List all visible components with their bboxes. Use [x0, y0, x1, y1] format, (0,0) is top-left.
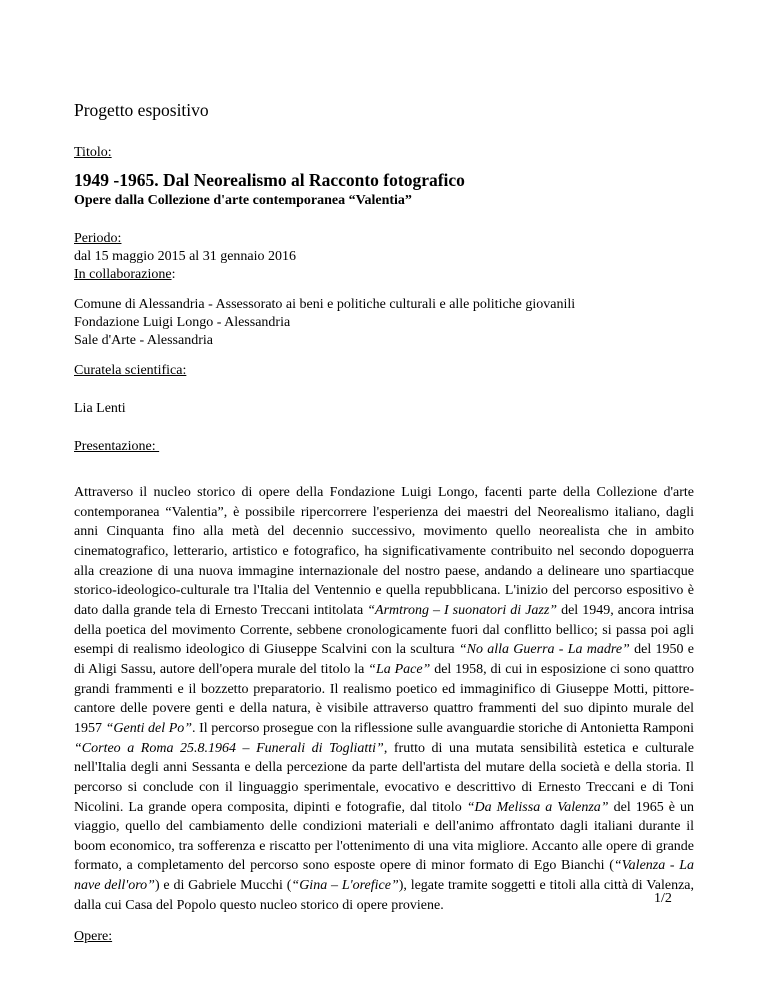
document-heading: Progetto espositivo — [74, 100, 209, 120]
collaboration-label: In collaborazione — [74, 267, 172, 282]
presentation-text-run: ), legate tramite soggetti e titoli alla città di Valenza, dalla cui Casa del Popolo questo nucleo storico di opere proviene. — [74, 878, 695, 913]
collaboration-colon: : — [171, 267, 176, 282]
presentation-label: Presentazione: — [74, 439, 160, 454]
presentation-text-run: Attraverso il nucleo storico di opere della Fondazione Luigi Longo, facenti parte della Collezione d'arte contemporanea “Valentia”, è possibile ripercorrere l'esperienza dei maestri del Neorealismo italiano, dagli anni Cinquanta fino alla metà del decennio successivo, movimento quello neorealista che in ambito cinematografico, letterario, artistico e fotografico, ha significativamente contribuito nel secondo dopoguerra alla creazione di una nuova immagine internazionale del nostro paese, andando a delineare uno spartiacque storico-ideologico-culturale tra l'Italia del Ventennio e quella repubblicana. L'inizio del percorso espositivo è dato dalla grande tela di Ernesto Treccani intitolata — [74, 485, 694, 618]
collaborator-item: Comune di Alessandria - Assessorato ai beni e politiche culturali e alle politiche giovanili — [74, 297, 576, 312]
title-label: Titolo: — [74, 145, 112, 160]
artwork-title: “Gina – L'orefice” — [291, 878, 399, 894]
collaborator-item: Fondazione Luigi Longo - Alessandria — [74, 315, 291, 330]
period-value: dal 15 maggio 2015 al 31 gennaio 2016 — [74, 249, 297, 264]
presentation-text-run: ) e di Gabriele Mucchi ( — [154, 878, 292, 894]
artwork-title: “La Pace” — [368, 661, 431, 677]
presentation-text-run: del 1949, ancora intrisa della poetica del movimento Corrente, sebbene cronologicamente fuori dal conflitto bellico; si passa poi agli esempi di realismo ideologico di Giuseppe Scalvini con la scultura — [74, 602, 694, 658]
exhibition-subtitle: Opere dalla Collezione d'arte contemporanea “Valentia” — [74, 193, 412, 208]
works-label: Opere: — [74, 929, 113, 944]
artwork-title: “Da Melissa a Valenza” — [466, 799, 609, 815]
artwork-title: “No alla Guerra - La madre” — [458, 642, 630, 658]
curator-label: Curatela scientifica: — [74, 363, 187, 378]
page-number: 1/2 — [654, 891, 672, 906]
artwork-title: “Valenza - La nave dell'oro” — [74, 858, 694, 894]
curator-name: Lia Lenti — [74, 401, 126, 416]
artwork-title: “Armtrong – I suonatori di Jazz” — [367, 602, 558, 618]
presentation-text-run: del 1958, di cui in esposizione ci sono quattro grandi frammenti e il bozzetto preparatorio. Il realismo poetico ed immaginifico di Giuseppe Motti, pittore-cantore delle povere genti e della natura, è visibile attraverso quattro frammenti del suo dipinto murale del 1957 — [74, 661, 694, 736]
artwork-title: “Corteo a Roma 25.8.1964 – Funerali di Togliatti” — [74, 740, 384, 756]
collaboration-heading — [74, 267, 175, 283]
period-label: Periodo: — [74, 231, 122, 246]
presentation-text — [74, 483, 694, 915]
presentation-text-run: , frutto di una mutata sensibilità estetica e culturale nell'Italia degli anni Sessanta e della percezione da parte dell'artista del mutare della società e della storia. Il percorso si conclude con il linguaggio sperimentale, evocativo e descrittivo di Ernesto Treccani e di Toni Nicolini. La grande opera composita, dipinti e fotografie, dal titolo — [74, 740, 694, 815]
presentation-text-run: del 1965 è un viaggio, quello del cambiamento delle condizioni materiali e dell'animo affrontato dagli italiani durante il boom economico, tra sofferenza e riscatto per l'ottenimento di una vita migliore. Accanto alle opere di grande formato, a completamento del percorso sono esposte opere di minor formato di Ego Bianchi ( — [74, 799, 694, 874]
artwork-title: “Genti del Po” — [105, 720, 193, 736]
presentation-text-run: del 1950 e di Aligi Sassu, autore dell'opera murale del titolo la — [74, 642, 694, 677]
presentation-text-run: . Il percorso prosegue con la riflessione sulle avanguardie storiche di Antonietta Ramponi — [192, 720, 694, 736]
collaborator-item: Sale d'Arte - Alessandria — [74, 333, 213, 348]
exhibition-title: 1949 -1965. Dal Neorealismo al Racconto fotografico — [74, 170, 465, 190]
